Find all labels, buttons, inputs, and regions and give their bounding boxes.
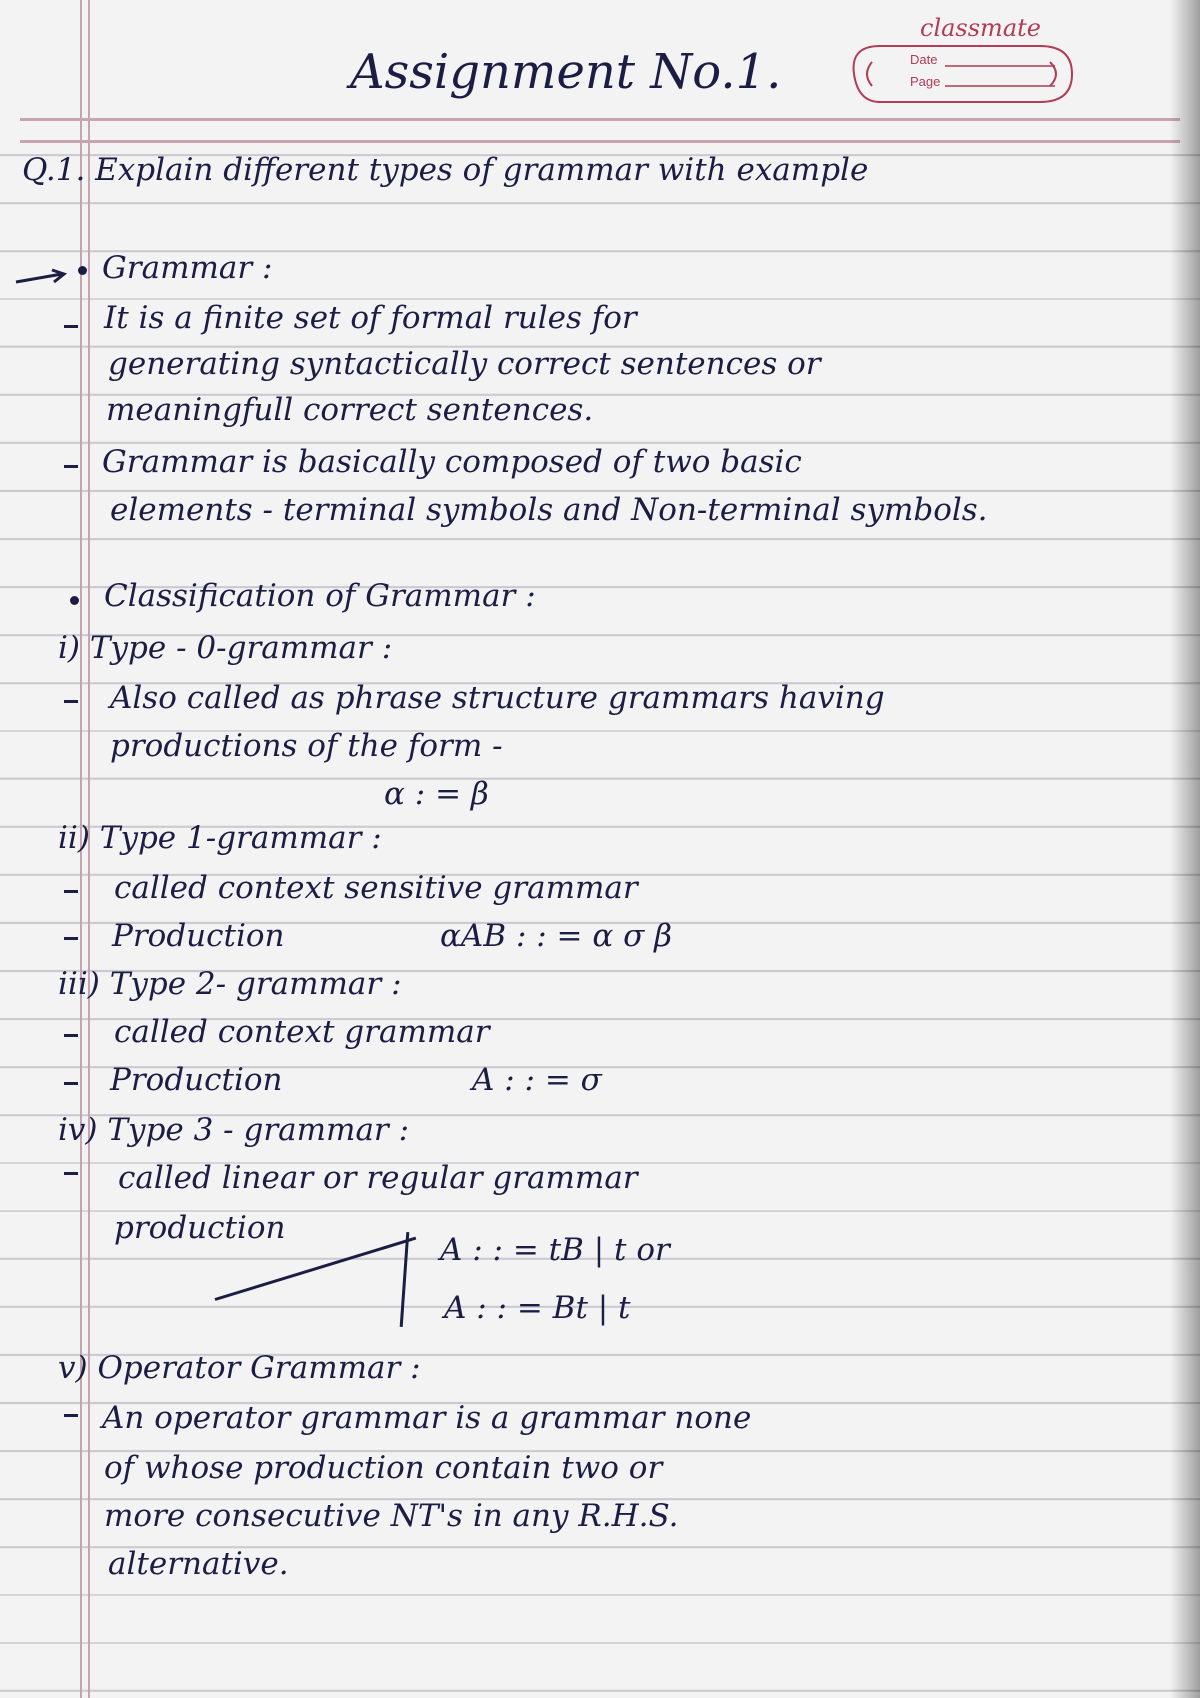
page-edge-shadow	[1170, 0, 1200, 1698]
heading-type-3: iv) Type 3 - grammar :	[58, 1112, 410, 1148]
page-label: Page	[910, 74, 941, 89]
heading-type-1: ii) Type 1-grammar :	[58, 820, 382, 856]
arrow-icon	[14, 268, 74, 288]
formula: A : : = Bt | t	[444, 1290, 631, 1326]
bracket-line	[400, 1232, 410, 1327]
pen-stroke	[215, 1237, 417, 1301]
bullet-dot	[78, 266, 87, 275]
formula: αAB : : = α σ β	[440, 918, 673, 954]
question: Q.1. Explain different types of grammar with example	[22, 152, 869, 188]
date-page-box	[850, 42, 1080, 106]
heading-type-2: iii) Type 2- grammar :	[58, 966, 402, 1002]
text-line: Also called as phrase structure grammars having	[110, 680, 885, 716]
text-line: meaningfull correct sentences.	[106, 392, 594, 428]
bullet-dot	[70, 596, 79, 605]
header-rule-bottom	[20, 140, 1180, 143]
text-line: It is a finite set of formal rules for	[104, 300, 637, 336]
formula: α : = β	[384, 776, 489, 812]
text-line: called context grammar	[114, 1014, 490, 1050]
heading-grammar: Grammar :	[102, 250, 273, 286]
dash-mark	[64, 890, 78, 893]
header-rule-top	[20, 118, 1180, 121]
text-line: generating syntactically correct sentences or	[108, 346, 821, 382]
date-box-frame	[850, 42, 1080, 106]
text-line: more consecutive NT's in any R.H.S.	[104, 1498, 679, 1534]
dash-mark	[64, 937, 78, 940]
text-line: Grammar is basically composed of two basic	[102, 444, 802, 480]
text-line: of whose production contain two or	[104, 1450, 663, 1486]
dash-mark	[64, 1034, 78, 1037]
dash-mark	[64, 1082, 78, 1085]
dash-mark	[64, 465, 78, 468]
text-line: Production	[110, 1062, 283, 1098]
text-line: An operator grammar is a grammar none	[102, 1400, 752, 1436]
formula: A : : = tB | t or	[440, 1232, 670, 1268]
text-line: elements - terminal symbols and Non-terminal symbols.	[110, 492, 988, 528]
page-title: Assignment No.1.	[350, 44, 782, 100]
heading-classification: Classification of Grammar :	[104, 578, 536, 614]
date-label: Date	[910, 52, 938, 67]
dash-mark	[64, 1172, 78, 1175]
text-line: production	[114, 1210, 286, 1246]
heading-type-0: i) Type - 0-grammar :	[58, 630, 393, 666]
formula: A : : = σ	[472, 1062, 602, 1098]
text-line: alternative.	[108, 1546, 289, 1582]
text-line: called linear or regular grammar	[118, 1160, 638, 1196]
brand-logo: classmate	[920, 14, 1041, 42]
dash-mark	[64, 325, 78, 328]
text-line: called context sensitive grammar	[114, 870, 638, 906]
text-line: productions of the form -	[110, 728, 503, 764]
text-line: Production	[112, 918, 285, 954]
heading-operator-grammar: v) Operator Grammar :	[58, 1350, 421, 1386]
dash-mark	[64, 1414, 78, 1417]
dash-mark	[64, 700, 78, 703]
